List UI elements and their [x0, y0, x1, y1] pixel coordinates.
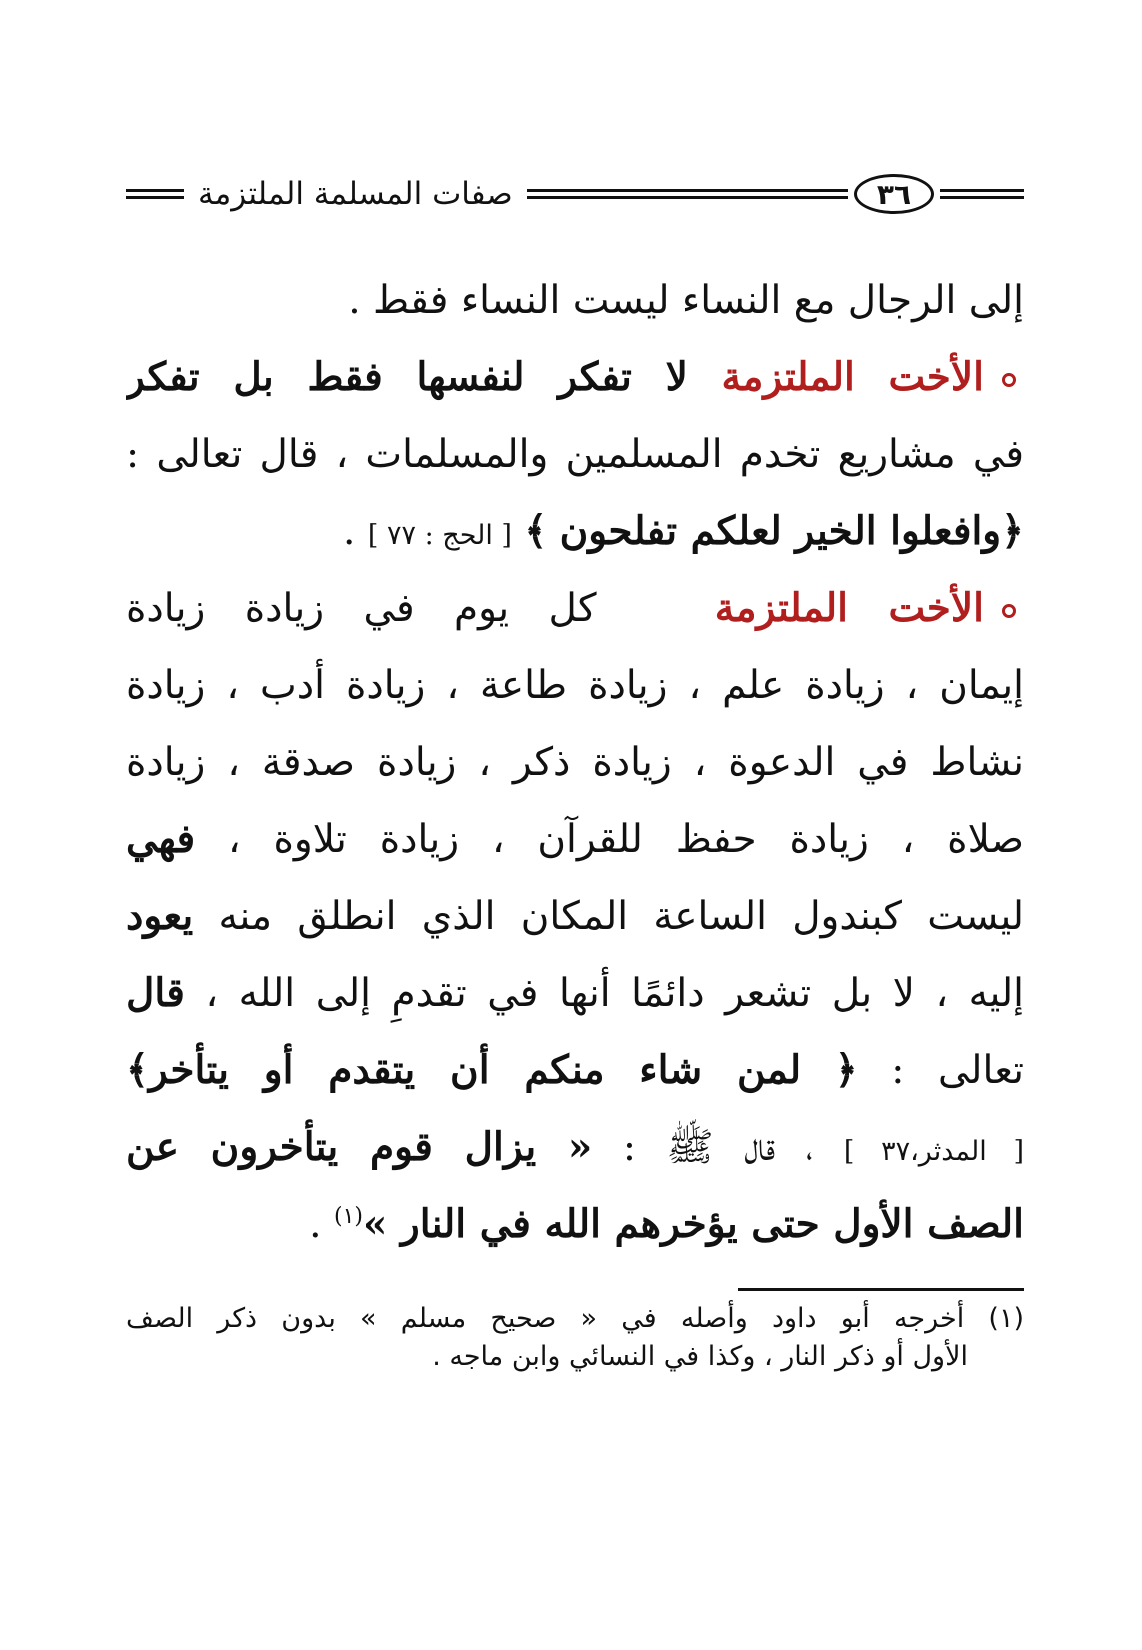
line-text: إلى الرجال مع النساء ليست النساء فقط .	[348, 278, 1024, 323]
running-title: صفات المسلمة الملتزمة	[198, 175, 513, 212]
hadith-text: الصف الأول حتى يؤخرهم الله في النار »	[362, 1201, 1024, 1247]
hadith-line	[126, 1109, 1024, 1186]
line-text: .	[309, 1202, 322, 1247]
ornate-bracket-open-icon: ﴿	[1001, 508, 1024, 554]
text-line	[126, 878, 1024, 955]
footnote-marker: (١)	[333, 1204, 363, 1229]
highlight-label: الأخت الملتزمة	[714, 585, 984, 631]
text-line	[126, 647, 1024, 724]
text-line	[126, 416, 1024, 493]
line-text: كل يوم في زيادة زيادة	[126, 586, 597, 631]
body-text	[126, 262, 1024, 1263]
verse-reference: [ المدثر،٣٧ ]	[843, 1136, 1024, 1167]
paragraph-start	[126, 570, 1024, 647]
line-text: إيمان ، زيادة علم ، زيادة طاعة ، زيادة أدب ، زيادة	[126, 663, 1024, 708]
text-line	[126, 724, 1024, 801]
line-text: ليست كبندول الساعة المكان الذي انطلق منه	[218, 894, 1024, 939]
verse-text: وافعلوا الخير لعلكم تفلحون	[559, 508, 1002, 554]
line-text: في مشاريع تخدم المسلمين والمسلمات ، قال تعالى :	[126, 432, 1024, 477]
line-text: إليه ، لا بل تشعر دائمًا أنها في تقدمِ إلى الله ،	[205, 971, 1024, 1016]
text-line	[126, 801, 1024, 878]
footnote-divider	[738, 1288, 1024, 1291]
header-rule-middle	[527, 189, 848, 199]
header-rule-right	[940, 189, 1024, 199]
line-text: ، قال ﷺ :	[622, 1125, 814, 1170]
bullet-circle-icon	[1002, 604, 1016, 618]
line-text: تعالى :	[891, 1048, 1024, 1093]
verse-text: لمن شاء منكم أن يتقدم أو يتأخر	[148, 1047, 802, 1093]
header-rule-left	[126, 189, 184, 199]
quran-verse-line	[126, 1032, 1024, 1109]
ornate-bracket-close-icon: ﴾	[126, 1047, 149, 1093]
quran-verse-line	[126, 493, 1024, 570]
hadith-text: « يزال قوم يتأخرون عن	[126, 1124, 593, 1170]
text-line	[126, 955, 1024, 1032]
footnote-line: (١) أخرجه أبو داود وأصله في « صحيح مسلم » بدون ذكر الصف	[126, 1303, 1024, 1334]
hadith-line	[126, 1186, 1024, 1263]
ornate-bracket-open-icon: ﴿	[834, 1047, 858, 1093]
line-text-bold: فهي	[126, 816, 196, 862]
line-text-bold: قال	[126, 970, 185, 1016]
footnote	[126, 1300, 1024, 1376]
page-header	[126, 170, 1024, 218]
highlight-label: الأخت الملتزمة	[721, 354, 984, 400]
ornate-bracket-close-icon: ﴾	[524, 508, 548, 554]
line-text: لا تفكر لنفسها فقط بل تفكر	[126, 354, 688, 400]
line-text: صلاة ، زيادة حفظ للقرآن ، زيادة تلاوة ،	[228, 817, 1024, 862]
page-number: ٣٦	[854, 174, 934, 214]
text-line	[126, 262, 1024, 339]
line-text: .	[343, 509, 356, 554]
line-text: نشاط في الدعوة ، زيادة ذكر ، زيادة صدقة ، زيادة	[126, 740, 1024, 785]
footnote-line: الأول أو ذكر النار ، وكذا في النسائي وابن ماجه .	[432, 1341, 968, 1372]
line-text-bold: يعود	[126, 893, 194, 939]
paragraph-start	[126, 339, 1024, 416]
verse-reference: [ الحج : ٧٧ ]	[367, 520, 512, 551]
bullet-circle-icon	[1002, 373, 1016, 387]
